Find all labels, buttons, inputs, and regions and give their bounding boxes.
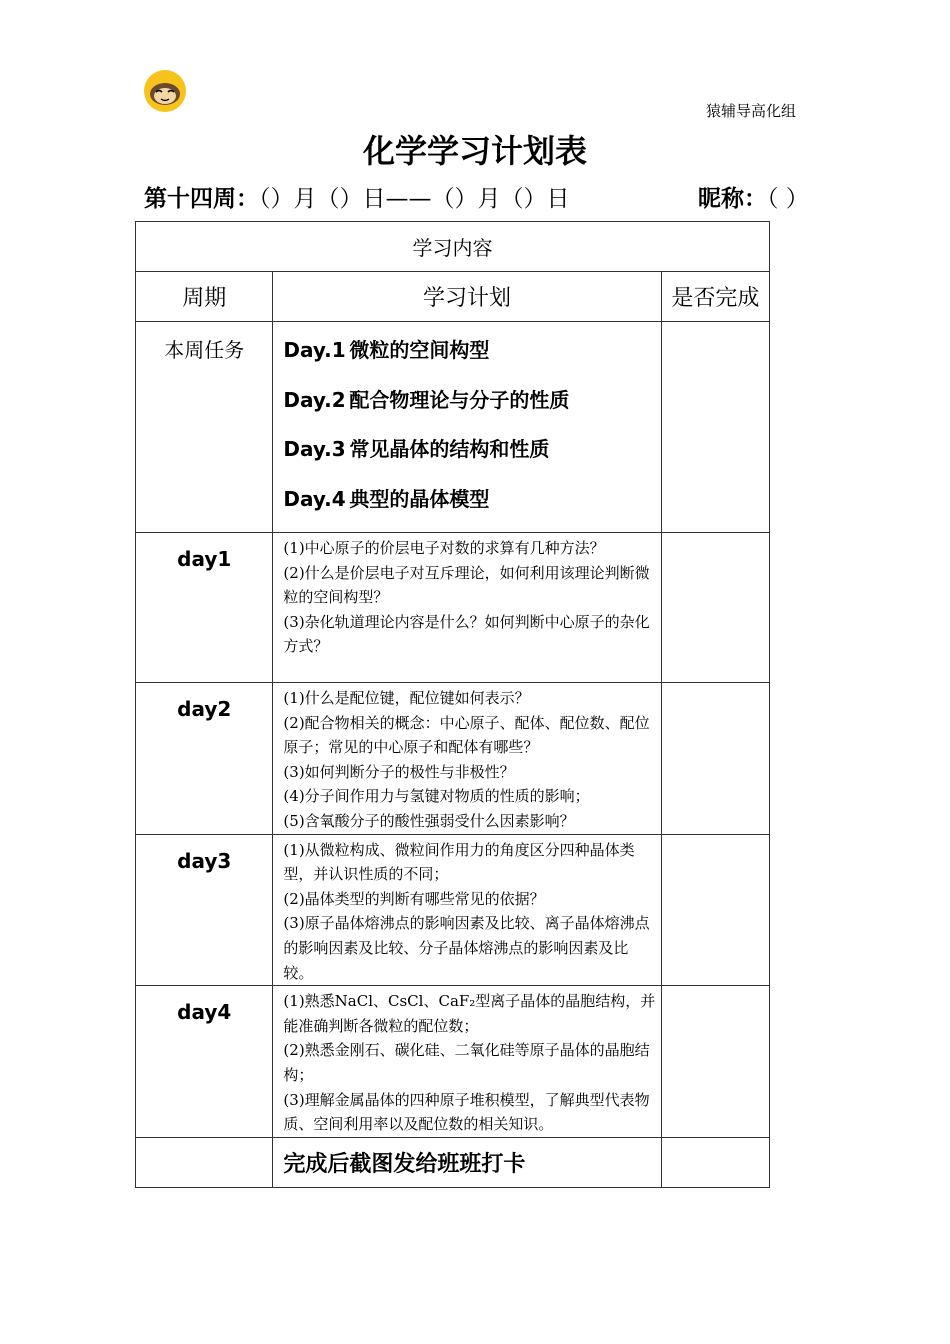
day-label: day3 [136, 834, 273, 986]
plan-item: (2)熟悉金刚石、碳化硅、二氧化硅等原子晶体的晶胞结构； [283, 1041, 650, 1084]
tasks-done-cell[interactable] [661, 322, 769, 533]
plan-item: (1)什么是配位键，配位键如何表示？ [283, 689, 530, 707]
week-label: 第十四周： [144, 186, 259, 212]
plan-item: (3)理解金属晶体的四种原子堆积模型，了解典型代表物质、空间利用率以及配位数的相关知识。 [283, 1090, 650, 1134]
plan-item: (3)如何判断分子的极性与非极性？ [283, 762, 515, 781]
plan-item: (3)原子晶体熔沸点的影响因素及比较、离子晶体熔沸点的影响因素及比较、分子晶体熔沸点的影响因素及比较。 [283, 914, 650, 982]
nickname-value: （ ） [767, 186, 809, 212]
day-label: day2 [136, 683, 273, 835]
monkey-logo-icon [143, 69, 187, 113]
plan-item: (2)配合物相关的概念：中心原子、配体、配位数、配位原子；常见的中心原子和配体有哪些？ [283, 713, 650, 757]
footer-done-cell [661, 1137, 769, 1187]
plan-item: (5)含氧酸分子的酸性强弱受什么因素影响？ [283, 811, 575, 830]
day2-plan [273, 683, 661, 835]
day3-done-cell[interactable] [661, 834, 769, 986]
task-item: Day.1 微粒的空间构型 [283, 338, 490, 362]
plan-item: (1)从微粒构成、微粒间作用力的角度区分四种晶体类型，并认识性质的不同； [283, 840, 635, 884]
plan-item: (2)什么是价层电子对互斥理论，如何利用该理论判断微粒的空间构型？ [283, 563, 650, 607]
org-name: 猿辅导高化组 [706, 102, 797, 120]
day1-done-cell[interactable] [661, 533, 769, 683]
column-header-period: 周期 [136, 272, 273, 322]
column-header-done: 是否完成 [661, 272, 769, 322]
date-range: （）月（）日——（）月（）日 [259, 186, 570, 212]
page-title: 化学学习计划表 [362, 132, 587, 170]
day1-plan [273, 533, 661, 683]
day3-plan [273, 834, 661, 986]
day-label: day1 [136, 533, 273, 683]
week-line [144, 180, 570, 213]
task-item: Day.4 典型的晶体模型 [283, 486, 490, 511]
plan-item: (1)中心原子的价层电子对数的求算有几种方法？ [283, 539, 605, 557]
plan-item: (1)熟悉NaCl、CsCl、CaF₂型离子晶体的晶胞结构，并能准确判断各微粒的配位数； [283, 992, 656, 1035]
plan-item: (3)杂化轨道理论内容是什么？如何判断中心原子的杂化方式？ [283, 612, 650, 656]
day4-plan [273, 986, 661, 1138]
nickname-label: 昵称： [698, 186, 767, 212]
day2-done-cell[interactable] [661, 683, 769, 835]
plan-item: (2)晶体类型的判断有哪些常见的依据？ [283, 889, 545, 908]
task-item: Day.3 常见晶体的结构和性质 [283, 437, 550, 461]
section-header: 学习内容 [136, 222, 770, 272]
plan-item: (4)分子间作用力与氢键对物质的性质的影响； [283, 787, 590, 806]
footer-empty-cell [136, 1137, 273, 1187]
column-header-plan: 学习计划 [273, 272, 661, 322]
footer-message: 完成后截图发给班班打卡 [273, 1137, 661, 1187]
task-item: Day.2 配合物理论与分子的性质 [283, 387, 570, 412]
tasks-label: 本周任务 [136, 322, 273, 533]
weekly-tasks [273, 322, 661, 533]
study-plan-table [135, 221, 770, 1188]
day4-done-cell[interactable] [661, 986, 769, 1138]
nickname-line [698, 180, 809, 213]
day-label: day4 [136, 986, 273, 1138]
